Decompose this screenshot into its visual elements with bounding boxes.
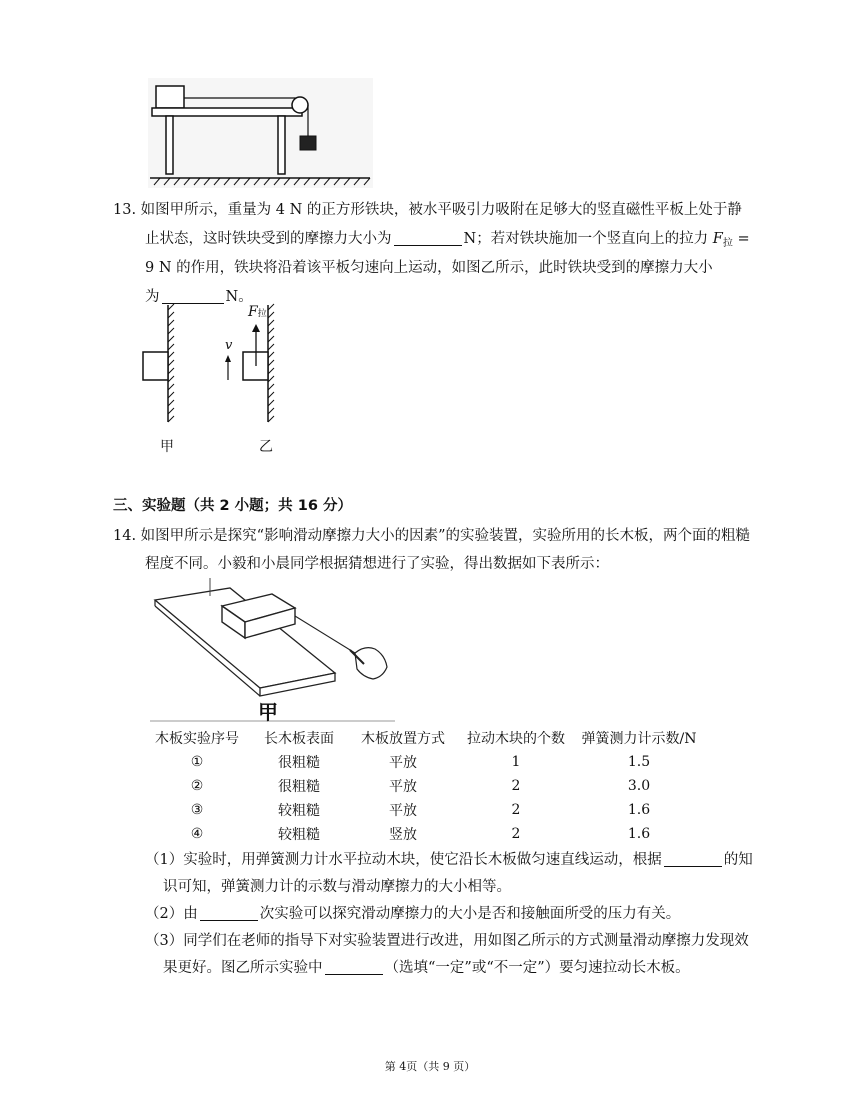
table-cell: 3.0 xyxy=(627,778,651,794)
table-row xyxy=(145,750,703,774)
q14-sub3-text-b: 果更好。图乙所示实验中 xyxy=(163,960,323,976)
table-header: 木板放置方式 xyxy=(361,731,445,747)
q14-sub1-text-c: 识可知，弹簧测力计的示数与滑动摩擦力的大小相等。 xyxy=(163,879,511,895)
q14-fig-label: 甲 xyxy=(258,700,278,724)
q14-sub3-text-a: （3）同学们在老师的指导下对实验装置进行改进，用如图乙所示的方式测量滑动摩擦力发现效 xyxy=(145,933,749,949)
q13-line1 xyxy=(113,196,742,225)
table-header-row xyxy=(145,726,703,750)
table-cell: ③ xyxy=(190,802,204,818)
page-footer: 第 4页（共 9 页） xyxy=(384,1060,476,1073)
table-header: 木板实验序号 xyxy=(155,731,239,747)
q14-number: 14. xyxy=(113,528,137,544)
table-row xyxy=(145,774,703,798)
table-cell: 1.6 xyxy=(627,802,651,818)
q13-fig-label-yi: 乙 xyxy=(259,439,273,455)
experiment-table xyxy=(145,726,703,846)
q13-text-3: 9 N 的作用，铁块将沿着该平板匀速向上运动，如图乙所示，此时铁块受到的摩擦力大小 xyxy=(145,260,713,276)
table-row xyxy=(145,822,703,846)
q13-fig-F-label xyxy=(248,304,267,320)
table-cell: ② xyxy=(190,778,204,794)
q13-blank-1[interactable] xyxy=(394,229,462,246)
q13-force-symbol: F xyxy=(712,231,723,247)
table-cell: 竖放 xyxy=(389,827,417,843)
table-row xyxy=(145,798,703,822)
q13-line3 xyxy=(145,254,713,283)
table-cell: 1.5 xyxy=(627,754,651,770)
q14-blank-3[interactable] xyxy=(325,958,383,975)
q13-number: 13. xyxy=(113,202,137,218)
q13-text-1: 如图甲所示，重量为 4 N 的正方形铁块，被水平吸引力吸附在足够大的竖直磁性平板上处于静 xyxy=(140,202,742,218)
table-cell: 2 xyxy=(511,826,521,842)
q14-sub2 xyxy=(145,900,680,929)
q14-sub2-text-b: 次实验可以探究滑动摩擦力的大小是否和接触面所受的压力有关。 xyxy=(259,906,681,922)
table-cell: ④ xyxy=(190,826,204,842)
table-cell: 平放 xyxy=(389,755,417,771)
table-cell: 平放 xyxy=(389,779,417,795)
table-cell: 1.6 xyxy=(627,826,651,842)
table-cell: 很粗糙 xyxy=(278,755,320,771)
q13-fig-F: F xyxy=(248,304,258,320)
q14-sub1-text-a: （1）实验时，用弹簧测力计水平拉动木块，使它沿长木板做匀速直线运动，根据 xyxy=(145,852,662,868)
q13-fig-v-label: v xyxy=(225,338,233,353)
table-cell: 较粗糙 xyxy=(278,803,320,819)
q14-sub2-text-a: （2）由 xyxy=(145,906,198,922)
q14-sub1-line1 xyxy=(145,846,753,875)
q13-text-4a: 为 xyxy=(145,289,160,305)
q14-blank-1[interactable] xyxy=(664,850,722,867)
q14-sub3-line2 xyxy=(163,954,690,983)
table-cell: 平放 xyxy=(389,803,417,819)
q13-fig-label-jia: 甲 xyxy=(160,439,174,455)
q13-fig-F-sub: 拉 xyxy=(257,309,267,319)
table-cell: 2 xyxy=(511,778,521,794)
table-header: 拉动木块的个数 xyxy=(467,731,565,747)
table-cell: 较粗糙 xyxy=(278,827,320,843)
q13-text-2b: N；若对铁块施加一个竖直向上的拉力 xyxy=(463,231,709,247)
table-header: 长木板表面 xyxy=(264,731,334,747)
pulley-table-figure xyxy=(148,78,373,188)
table-header: 弹簧测力计示数/N xyxy=(581,731,697,747)
table-cell: 很粗糙 xyxy=(278,779,320,795)
q14-line2 xyxy=(145,550,609,579)
section-heading: 三、实验题（共 2 小题；共 16 分） xyxy=(113,498,352,514)
q14-sub1-line2 xyxy=(163,873,511,902)
q13-equals: = xyxy=(737,231,750,247)
table-cell: 1 xyxy=(511,754,521,770)
q14-line1 xyxy=(113,522,750,551)
q14-sub1-text-b: 的知 xyxy=(723,852,753,868)
q13-force-sub: 拉 xyxy=(722,238,733,249)
q14-text-2: 程度不同。小毅和小晨同学根据猜想进行了实验，得出数据如下表所示： xyxy=(145,556,609,572)
q14-blank-2[interactable] xyxy=(200,904,258,921)
q14-text-1: 如图甲所示是探究“影响滑动摩擦力大小的因素”的实验装置，实验所用的长木板，两个面的粗糙 xyxy=(140,528,750,544)
table-cell: 2 xyxy=(511,802,521,818)
q13-text-2a: 止状态，这时铁块受到的摩擦力大小为 xyxy=(145,231,392,247)
table-cell: ① xyxy=(190,754,204,770)
q14-sub3-text-c: （选填“一定”或“不一定”）要匀速拉动长木板。 xyxy=(384,960,690,976)
q14-sub3-line1 xyxy=(145,927,749,956)
q13-text-4b: N。 xyxy=(225,289,253,305)
